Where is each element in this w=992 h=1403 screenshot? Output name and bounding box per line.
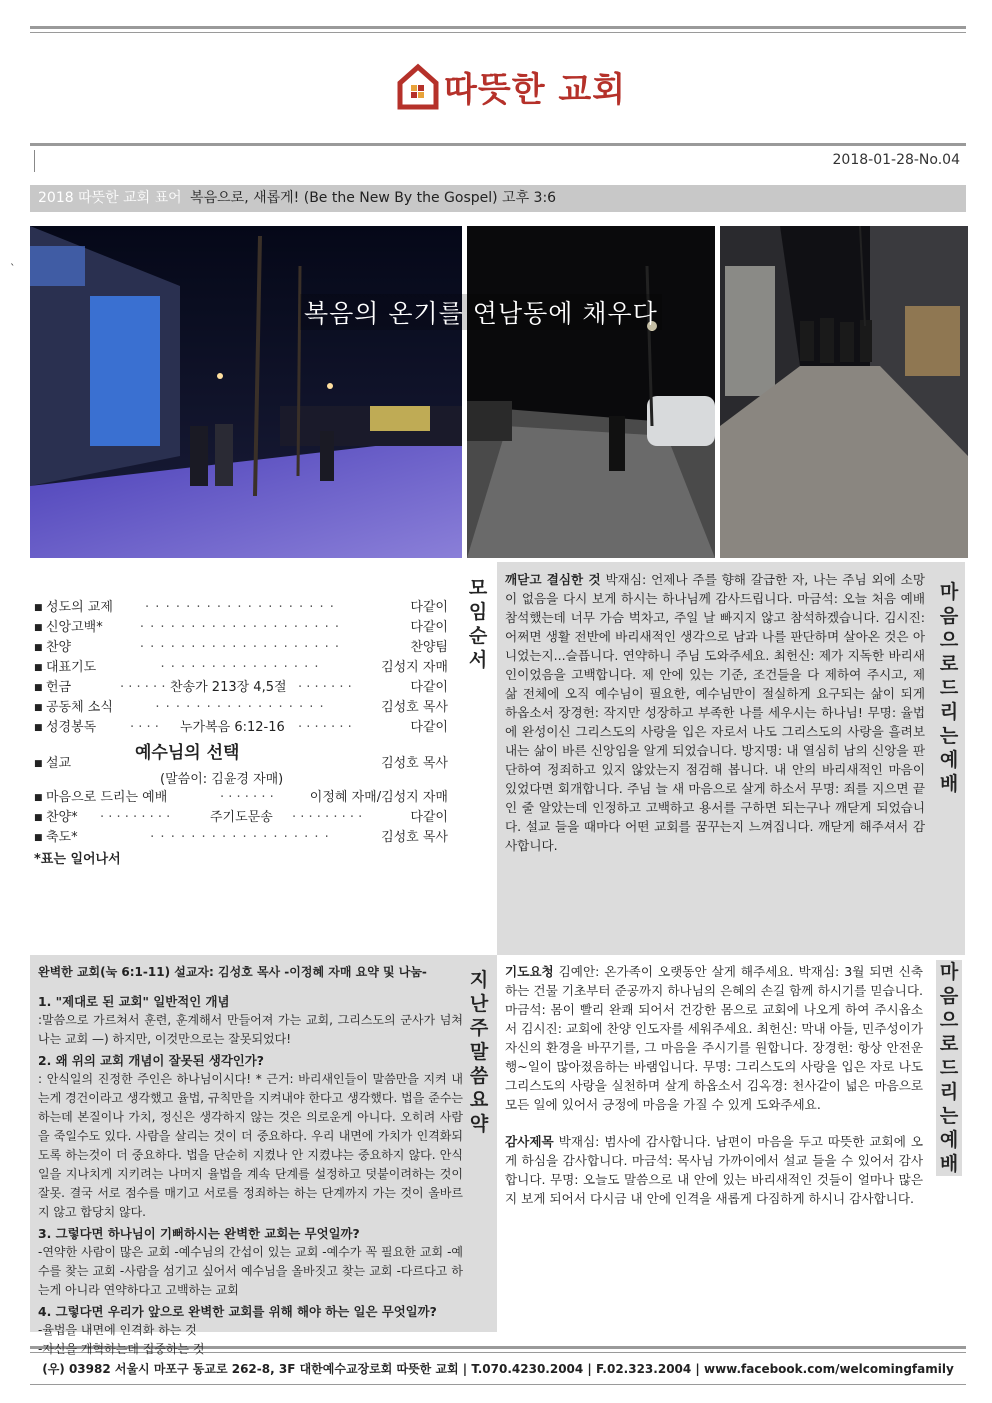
dot-leader: · · · · · · · · · · · · · · · · · · · · (139, 640, 341, 655)
issue-date: 2018-01-28-No.04 (832, 152, 960, 168)
church-name: 따뜻한 교회 (444, 69, 627, 110)
dot-leader: · · · · · · · · · · · · · · · · · (155, 700, 325, 715)
house-logo-icon (396, 61, 440, 111)
footer-contact: (우) 03982 서울시 마포구 동교로 262-8, 3F 대한예수교장로회 따뜻한 교회 | T.070.4230.2004 | F.02.323.2004 | www.facebook.com/welcomingfamily (42, 1362, 954, 1376)
sermon-summary-heading: 완벽한 교회(눅 6:1-11) 설교자: 김성호 목사 -이정혜 자매 요약 및 나눔- (38, 965, 427, 979)
thanks-body: 박재심: 범사에 감사합니다. 남편이 마음을 두고 따뜻한 교회에 오게 하심을 감사합니다. 마금석: 목사님 가까이에서 설교 들을 수 있어서 감사합니다. 무명: 오늘도 말씀으로 내 안에 있는 바리새적인 것들이 얼마나 많은지 보게 되어서 다시금 내 안에 인격을 새롭게 다짐하게 하시니 감사합니다. (505, 1134, 923, 1206)
order-item: ■ 신앙고백* · · · · · · · · · · · · · · · · · · · · 다같이 (30, 618, 450, 638)
order-item: ■ 헌금 · · · · · · 찬송가 213장 4,5절 · · · · · · · 다같이 (30, 678, 450, 698)
date-line (34, 150, 962, 172)
prayer-requests-text (505, 962, 923, 1114)
realizations-body: 박재심: 언제나 주를 향해 갈급한 자, 나는 주님 외에 소망이 없음을 다시 보게 하시는 하나님께 감사드립니다. 마금석: 오늘 처음 예배 참석했는데 너무 가슴 벅차고, 주일 날 빠지지 않고 참석하겠습니다. 김시진: 어쩌면 생활 전반에 바리새적인 생각으로 남과 나를 판단하며 살아온 것은 아니었는지...슬픕니다. 연약하니 주님 도와주세요. 최헌신: 제가 지독한 바리새인이었음을 고백합니다. 제 안에 있는 기준, 조건들을 다 제하여 주시고, 제 삶 전체에 오직 예수님이 필요한, 예수님만이 절실하게 요구되는 삶이 되게 하옵소서 장경헌: 작지만 성장하고 부족한 나를 세우시는 하나님! 무명: 율법에 완성이신 그리스도의 사랑을 입은 자로서 나도 그리스도의 사랑을 흘려보내는 삶이 바른 신앙임을 알게 되었습니다. 방지명: 내 열심히 남의 신앙을 판단하여 정죄하고 있지 않았는지 점검해 봅니다. 내 안의 바리새적인 마음이 있었다면 회개합니다. 주님 늘 새 마음으로 살게 하소서 무명: 죄를 지으면 끝인 줄 알았는데 인정하고 고백하고 용서를 구하면 되는구나 깨닫게 되었습니다. 설교 들을 때마다 어떤 교회를 꿈꾸는지 느껴집니다. 깨닫게 해주셔서 감사합니다. (505, 572, 925, 853)
photo-caption: 복음의 온기를 연남동에 채우다 (300, 294, 662, 330)
motto-bar (30, 185, 966, 212)
stray-mark: ` (10, 262, 16, 275)
order-item: ■ 찬양* · · · · · · · · · 주기도문송 · · · · · · · · · 다같이 (30, 808, 450, 828)
sermon-summary (38, 962, 463, 1359)
bullet-icon: ■ (34, 793, 43, 803)
order-item: ■ 축도* · · · · · · · · · · · · · · · · · · 김성호 목사 (30, 828, 450, 848)
summary-question: 4. 그렇다면 우리가 앞으로 완벽한 교회를 위해 해야 하는 일은 무엇일까? (38, 1304, 437, 1319)
bottom-rule (30, 1384, 966, 1385)
motto-text: 복음으로, 새롭게! (Be the New By the Gospel) 고후 3:6 (190, 190, 557, 206)
prayer-requests-label: 기도요청 (505, 964, 554, 979)
order-item: ■ 설교 김성호 목사 (30, 754, 450, 774)
top-rule-thin (30, 32, 966, 33)
prayer-requests-body: 김예안: 온가족이 오랫동안 살게 해주세요. 박재심: 3월 되면 신축하는 건물 기초부터 준공까지 하나님의 은혜의 손길 함께 하시기를 믿습니다. 마금석: 몸이 빨리 완쾌 되어서 건강한 몸으로 교회에 나오게 하여 주시옵소서 김시진: 교회에 찬양 인도자를 세워주세요. 최헌신: 막내 아들, 민주성이가 자신의 환경을 바꾸기를, 그 마음을 주시기를 원합니다. 장경헌: 항상 안전운행~일이 많아졌음하는 바램입니다. 무명: 그리스도의 사랑을 입은 자로 나도 그리스도의 사랑을 실천하며 살게 하옵소서 김옥경: 천사같이 넓은 마음으로 모든 일에 있어서 긍정에 마음을 가질 수 있게 도와주세요. (505, 964, 923, 1112)
bullet-icon: ■ (34, 623, 43, 633)
dot-leader: · · · · · · · · · (292, 810, 363, 825)
sermon-preacher: (말씀이: 김윤경 자매) (160, 772, 284, 787)
heart-worship-title: 마음으로드리는예배 (939, 581, 959, 795)
dot-leader: · · · · · · · · · · · · · · · · · · (150, 830, 330, 845)
order-item: ■ 마음으로 드리는 예배 · · · · · · · 이정혜 자매/김성지 자매 (30, 788, 450, 808)
dot-leader: · · · · · · · (220, 790, 274, 805)
photo-alley-dark (467, 226, 715, 558)
dot-leader: · · · · · · · · · · · · · · · · · · · (145, 600, 335, 615)
bullet-icon: ■ (34, 683, 43, 693)
bullet-icon: ■ (34, 703, 43, 713)
summary-answer: -연약한 사람이 많은 교회 -예수님의 간섭이 있는 교회 -예수가 꼭 필요한 교회 -예수를 찾는 교회 -사람을 섬기고 싶어서 예수님을 올바짓고 찾는 교회 -다르다고 하는게 아니라 연약하다고 고백하는 교회 (38, 1245, 463, 1297)
summary-answer: -자신을 개혁하는데 집중하는 것 (38, 1342, 205, 1356)
sermon-title: 예수님의 선택 (135, 743, 240, 763)
dot-leader: · · · · · · · · · · · · · · · · (160, 660, 320, 675)
order-item: ■ 성경봉독 · · · · 누가복음 6:12-16 · · · · · · · 다같이 (30, 718, 450, 738)
summary-answer: : 안식일의 진정한 주인은 하나님이시다! * 근거: 바리새인들이 말씀만을 지켜 내는게 경건이라고 생각했고 율법, 규칙만을 지켜내야 한다고 생각했다. 법을 준수는 하는데 본질이나 가치, 정신은 생각하지 않는 것은 의로운게 아니다. 오히려 사람을 죽일수도 있다. 사람을 살리는 것이 더 중요하다. 우리 내면에 가치가 인격화되도록 하는것이 더 중요하다. 법을 단순히 지켰나 안 지켰냐는 중요하지 않다. 안식일을 지나치게 지키려는 나머지 율법을 계속 단계를 설정하고 덧붙이려하는 것이 잘못. 결국 서로 점수를 매기고 서로를 정죄하는 하는 단계까지 가는 것이 올바르지 않고 합당치 않다. (38, 1072, 463, 1219)
dot-leader: · · · · · · · (298, 720, 352, 735)
order-item: ■ 대표기도 · · · · · · · · · · · · · · · · 김성지 자매 (30, 658, 450, 678)
realizations-label: 깨닫고 결심한 것 (505, 572, 601, 587)
bullet-icon: ■ (34, 759, 43, 769)
dot-leader: · · · · · · · · · (100, 810, 171, 825)
photo-street-night (30, 226, 462, 558)
stand-note: *표는 일어나서 (34, 852, 121, 867)
sermon-summary-title: 지난주말씀요약 (469, 969, 489, 1135)
summary-question: 2. 왜 위의 교회 개념이 잘못된 생각인가? (38, 1053, 264, 1068)
dot-leader: · · · · (130, 720, 159, 735)
order-of-worship (30, 598, 450, 848)
order-title: 모임순서 (468, 577, 488, 671)
summary-answer: -율법을 내면에 인격화 하는 것 (38, 1323, 197, 1337)
dot-leader: · · · · · · · · · · · · · · · · · · · · (139, 620, 341, 635)
order-item: ■ 성도의 교제 · · · · · · · · · · · · · · · · · · · 다같이 (30, 598, 450, 618)
order-item: ■ 찬양 · · · · · · · · · · · · · · · · · · · · 찬양팀 (30, 638, 450, 658)
header-rule (30, 143, 966, 146)
bullet-icon: ■ (34, 813, 43, 823)
bullet-icon: ■ (34, 663, 43, 673)
bullet-icon: ■ (34, 723, 43, 733)
thanks-text (505, 1132, 923, 1208)
bullet-icon: ■ (34, 603, 43, 613)
top-rule (30, 26, 966, 29)
bullet-icon: ■ (34, 833, 43, 843)
thanks-label: 감사제목 (505, 1134, 554, 1149)
motto-label: 2018 따뜻한 교회 표어 (38, 190, 182, 206)
summary-answer: :말씀으로 가르쳐서 훈련, 훈계해서 만들어져 가는 교회, 그리스도의 군사가 넘쳐나는 교회 —) 하지만, 이것만으로는 잘못되었다! (38, 1013, 463, 1046)
summary-question: 3. 그렇다면 하나님이 기뻐하시는 완벽한 교회는 무엇일까? (38, 1226, 360, 1241)
summary-question: 1. "제대로 된 교회" 일반적인 개념 (38, 994, 230, 1009)
photo-alley-walk (720, 226, 968, 558)
dot-leader: · · · · · · (120, 680, 166, 695)
order-item: ■ 공동체 소식 · · · · · · · · · · · · · · · · · 김성호 목사 (30, 698, 450, 718)
heart-worship-title-2: 마음으로드리는예배 (936, 960, 962, 1176)
bullet-icon: ■ (34, 643, 43, 653)
dot-leader: · · · · · · · (298, 680, 352, 695)
realizations-text (505, 570, 925, 855)
church-logo (396, 58, 626, 114)
